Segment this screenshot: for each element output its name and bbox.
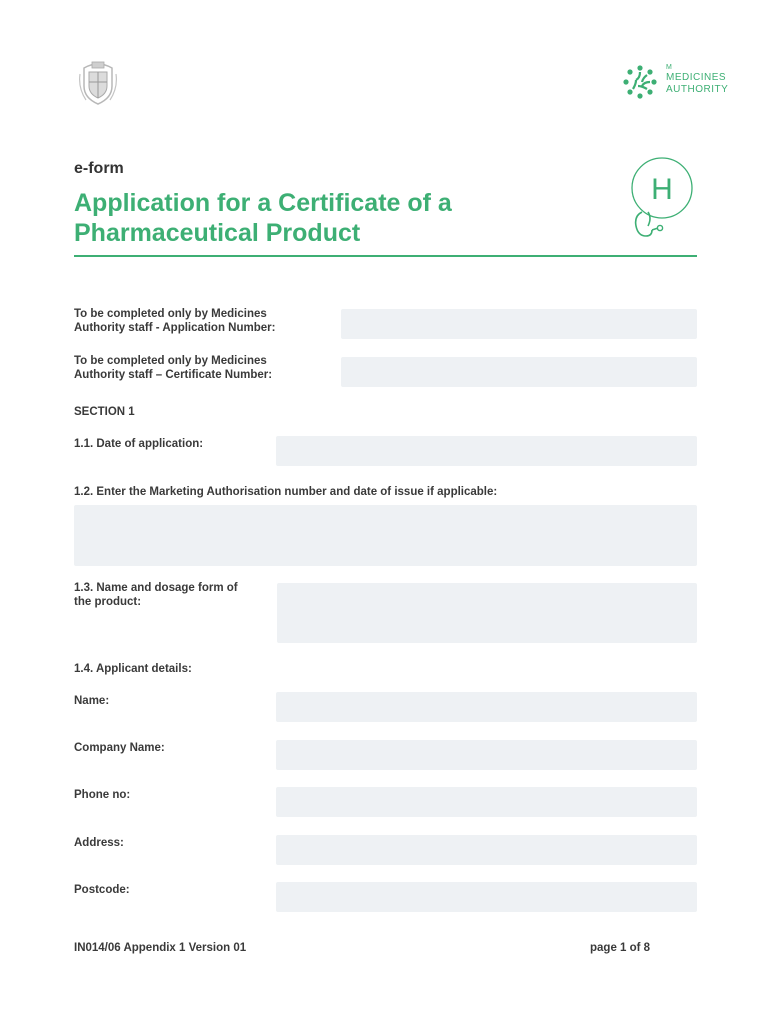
logo-small-text: M <box>666 64 673 71</box>
form-eyebrow: e-form <box>74 160 124 177</box>
application-number-label <box>74 307 334 335</box>
phone-field[interactable] <box>276 787 697 817</box>
postcode-label: Postcode: <box>74 884 130 896</box>
application-number-label-line2: Authority staff - Application Number: <box>74 322 276 334</box>
name-field[interactable] <box>276 692 697 722</box>
marketing-authorisation-field[interactable] <box>74 505 697 566</box>
certificate-number-field[interactable] <box>341 357 697 387</box>
page-title <box>74 188 594 248</box>
document-reference: IN014/06 Appendix 1 Version 01 <box>74 942 247 954</box>
title-divider <box>74 255 697 257</box>
medicines-authority-logo-icon <box>622 64 658 100</box>
name-label: Name: <box>74 695 110 707</box>
product-name-dosage-label <box>74 581 274 609</box>
postcode-field[interactable] <box>276 882 697 912</box>
medicines-authority-logo <box>622 62 729 102</box>
certificate-number-label-line1: To be completed only by Medicines <box>74 355 267 367</box>
product-name-dosage-label-line2: the product: <box>74 596 142 608</box>
date-of-application-label: 1.1. Date of application: <box>74 438 204 450</box>
government-crest-icon <box>78 60 118 106</box>
certificate-number-label-line2: Authority staff – Certificate Number: <box>74 369 273 381</box>
title-line1: Application for a Certificate of a <box>74 189 452 217</box>
logo-line1: MEDICINES <box>666 72 727 83</box>
phone-label: Phone no: <box>74 789 131 801</box>
logo-line2: AUTHORITY <box>666 84 729 95</box>
address-label: Address: <box>74 837 124 849</box>
product-name-dosage-label-line1: 1.3. Name and dosage form of <box>74 582 238 594</box>
application-number-field[interactable] <box>341 309 697 339</box>
page-number: page 1 of 8 <box>590 942 651 954</box>
application-number-label-line1: To be completed only by Medicines <box>74 308 267 320</box>
date-of-application-field[interactable] <box>276 436 697 466</box>
certificate-number-label <box>74 354 334 382</box>
applicant-details-heading: 1.4. Applicant details: <box>74 663 192 675</box>
h-stethoscope-icon <box>624 156 700 242</box>
company-name-label: Company Name: <box>74 742 165 754</box>
title-line2: Pharmaceutical Product <box>74 219 361 247</box>
logo-wordmark <box>666 72 728 96</box>
company-name-field[interactable] <box>276 740 697 770</box>
section-heading: SECTION 1 <box>74 406 135 418</box>
product-name-dosage-field[interactable] <box>277 583 697 643</box>
address-field[interactable] <box>276 835 697 865</box>
marketing-authorisation-label: 1.2. Enter the Marketing Authorisation number and date of issue if applicable: <box>74 486 498 498</box>
badge-letter: H <box>651 173 673 206</box>
